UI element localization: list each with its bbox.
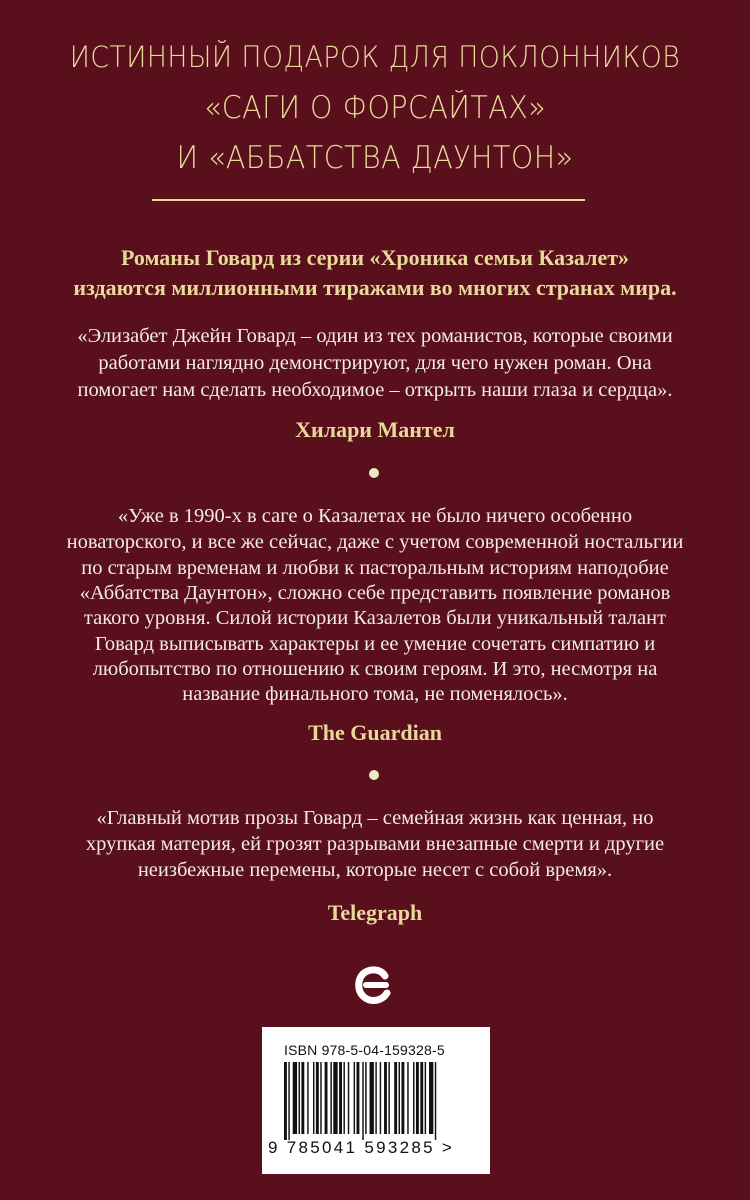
barcode-bar [362,1062,363,1140]
review-3-line-1: «Главный мотив прозы Говард – семейная жизнь как ценная, но [96,807,654,829]
barcode-bar [293,1062,297,1134]
review-2-line-5: такого уровня. Силой истории Казалетов были уникальный талант [83,607,667,629]
isbn-number: ISBN 978-5-04-159328-5 [284,1042,445,1058]
review-2-line-3: по старым временам и любви к пасторальным историям наподобие [81,557,669,579]
barcode-bar [420,1062,423,1134]
review-3-line-2: хрупкая материя, ей грозят разрывами внезапные смерти и другие [85,833,665,855]
review-2-line-1: «Уже в 1990-х в саге о Казалетах не было ничего особенно [117,505,633,527]
barcode-bar [384,1062,387,1134]
barcode-bar [413,1062,414,1134]
headline-line-1: ИСТИННЫЙ ПОДАРОК ДЛЯ ПОКЛОННИКОВ [69,40,681,74]
barcode-bar [288,1062,289,1140]
review-1-author: Хилари Мантел [295,417,455,442]
review-2-line-2: новаторского, и все же сейчас, даже с учетом современной ностальгии [66,531,684,553]
review-2-author: The Guardian [308,720,442,745]
barcode-bar [425,1062,426,1134]
barcode-bar [370,1062,374,1134]
review-2-line-6: Говард выписывать характеры и ее умение сочетать симпатию и [94,633,656,655]
barcode-bar [284,1062,287,1140]
barcode-bar [330,1062,331,1134]
barcode-bar [348,1062,349,1134]
review-1-line-1: «Элизабет Джейн Говард – один из тех романистов, которые своими [77,325,673,347]
barcode-bar [365,1062,366,1134]
headline-line-2: «САГИ О ФОРСАЙТАХ» [203,90,547,126]
barcode-bar [380,1062,381,1134]
barcode-bar [354,1062,355,1134]
barcode-bar [320,1062,321,1134]
bullet-dot-icon [369,468,379,478]
review-2-line-4: «Аббатства Даунтон», сложно себе представить появление романов [79,582,671,604]
barcode-bar [325,1062,328,1134]
barcode-bar [399,1062,400,1134]
headline-line-3: И «АББАТСТВА ДАУНТОН» [176,140,574,176]
barcode-bar [416,1062,419,1134]
barcode-bar [316,1062,319,1134]
barcode-digits: 9 785041 593285 > [268,1138,455,1157]
review-2-line-8: название финального тома, не поменялось». [182,683,568,705]
barcode-bar [307,1062,308,1134]
barcode-bar [435,1062,436,1140]
bullet-dot-icon [369,770,379,780]
lead-line-1: Романы Говард из серии «Хроника семьи Казалет» [120,245,630,270]
review-1-line-3: помогает нам сделать необходимое – открыть наши глаза и сердца». [77,379,673,401]
eksmo-logo-icon [352,963,396,1007]
barcode-bar [401,1062,404,1134]
barcode-bar [343,1062,344,1134]
barcode-bar [357,1062,360,1134]
review-2-line-7: любопытство по отношению к своим героям. И это, несмотря на [92,658,658,680]
barcode-bar [333,1062,337,1134]
barcode-bar [313,1062,314,1134]
barcode-bar [394,1062,397,1134]
barcode-bar [301,1062,304,1134]
barcode-bar [407,1062,408,1134]
barcode-bars [284,1062,474,1140]
headline-divider [152,199,585,201]
barcode-bar [388,1062,389,1134]
barcode-bar [375,1062,376,1134]
barcode-bar [429,1062,433,1134]
barcode-bar [299,1062,300,1134]
review-3-author: Telegraph [327,900,423,925]
review-1-line-2: работами наглядно демонстрируют, для чего нужен роман. Она [98,352,652,374]
barcode-bar [339,1062,342,1134]
lead-line-2: издаются миллионными тиражами во многих странах мира. [73,275,677,300]
review-3-line-3: неизбежные перемены, которые несет с собой время». [137,859,613,881]
